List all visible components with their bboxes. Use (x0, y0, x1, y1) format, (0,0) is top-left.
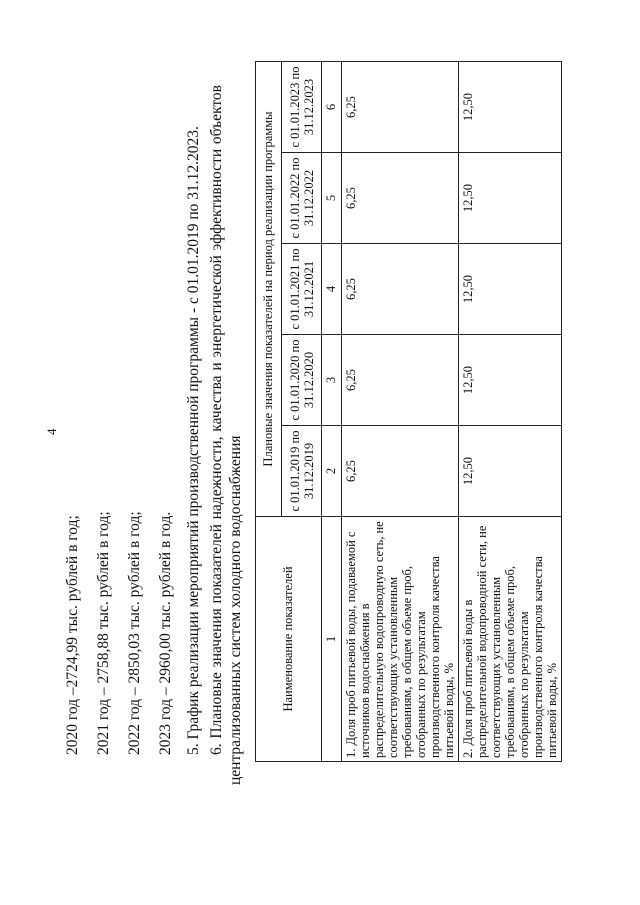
row-2-value-2021: 12,50 (459, 244, 562, 335)
row-2-value-2022: 12,50 (459, 153, 562, 244)
row-1-value-2023: 6,25 (342, 62, 459, 153)
header-period-2020: с 01.01.2020 по 31.12.2020 (282, 335, 322, 426)
table-row (342, 62, 459, 762)
header-period-2019: с 01.01.2019 по 31.12.2019 (282, 426, 322, 517)
budget-line-2022: 2022 год – 2850,03 тыс. рублей в год; (126, 511, 143, 755)
col-number-3: 3 (322, 335, 342, 426)
row-2-value-2020: 12,50 (459, 335, 562, 426)
header-plan-values: Плановые значения показателей на период реализации программы (256, 62, 282, 517)
budget-line-2020: 2020 год –2724,99 тыс. рублей в год; (64, 515, 81, 755)
header-period-2023: с 01.01.2023 по 31.12.2023 (282, 62, 322, 153)
budget-line-2021: 2021 год – 2758,88 тыс. рублей в год; (95, 511, 112, 755)
section-5-text: 5. График реализации мероприятий производственной программы - с 01.01.2019 по 31.12.2023. (185, 126, 202, 755)
header-indicator-name: Наименование показателей (256, 517, 322, 762)
indicators-table (255, 61, 562, 762)
budget-line-2023: 2023 год – 2960,00 тыс. рублей в год. (157, 511, 174, 755)
header-period-2022: с 01.01.2022 по 31.12.2022 (282, 153, 322, 244)
section-6-heading (207, 85, 245, 785)
row-1-value-2021: 6,25 (342, 244, 459, 335)
table-row (459, 62, 562, 762)
row-1-name: 1. Доля проб питьевой воды, подаваемой с источников водоснабжения в распределительную водопроводную сеть, не соответствующих установленным требованиям, в общем объеме проб, отобранных по результатам производственного контроля качества питьевой воды, % (342, 517, 459, 762)
col-number-6: 6 (322, 62, 342, 153)
section-6-line-2: централизованных систем холодного водоснабжения (227, 435, 244, 785)
col-number-2: 2 (322, 426, 342, 517)
col-number-5: 5 (322, 153, 342, 244)
row-2-name: 2. Доля проб питьевой воды в распределительной водопроводной сети, не соответствующих установленным требованиям, в общем объеме проб, отобранных по результатам производственного контроля качества питьевой воды, % (459, 517, 562, 762)
row-2-value-2023: 12,50 (459, 62, 562, 153)
col-number-1: 1 (322, 517, 342, 762)
row-1-value-2022: 6,25 (342, 153, 459, 244)
section-6-line-1: 6. Плановые значения показателей надежности, качества и энергетической эффективности объектов (208, 85, 225, 755)
header-period-2021: с 01.01.2021 по 31.12.2021 (282, 244, 322, 335)
row-1-value-2020: 6,25 (342, 335, 459, 426)
page-number: 4 (44, 428, 59, 435)
row-1-value-2019: 6,25 (342, 426, 459, 517)
col-number-4: 4 (322, 244, 342, 335)
row-2-value-2019: 12,50 (459, 426, 562, 517)
